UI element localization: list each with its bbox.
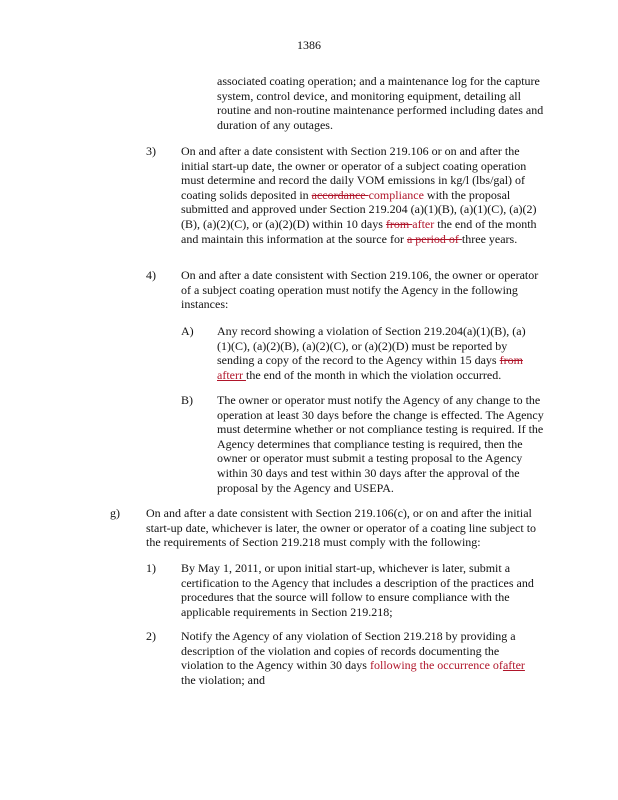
item-4a-label: A) — [181, 324, 194, 338]
inserted-text: after — [502, 658, 525, 673]
inserted-text: following the occurrence of — [369, 658, 503, 673]
deleted-text: accordance — [311, 187, 369, 202]
g-item-1-text: By May 1, 2011, or upon initial start-up, whichever is later, submit a certification to the Agency that includes a description of the practices and procedures that the source will follow to ensure compliance with the applicable requirements in Section 219.218; — [181, 561, 534, 619]
item-4b-label: B) — [181, 393, 193, 407]
g-item-1-label: 1) — [146, 561, 156, 575]
section-g-text: On and after a date consistent with Section 219.106(c), or on and after the initial start-up date, whichever is later, the owner or operator of a coating line subject to the requirements of Section 219.218 must comply with the following: — [146, 506, 537, 550]
inserted-text: compliance — [368, 187, 424, 202]
item-4-label: 4) — [146, 268, 156, 282]
deleted-text: a period of — [406, 231, 462, 246]
deleted-text: from — [385, 216, 413, 231]
item-4a-text: Any record showing a violation of Section 219.204(a)(1)(B), (a)(1)(C), (a)(2)(B), (a)(2)(C), or (a)(2)(D) must be reported by sending a copy of the record to the Agency within 15 days from afterr the end of the month in which the violation occurred. — [217, 324, 526, 382]
section-g-label: g) — [110, 506, 120, 520]
inserted-text: afterr — [217, 367, 246, 382]
continuation-paragraph: associated coating operation; and a maintenance log for the capture system, control device, and monitoring equipment, detailing all routine and non-routine maintenance performed including dates and duration of any outages. — [217, 74, 544, 132]
item-3-label: 3) — [146, 144, 156, 158]
inserted-text: after — [412, 216, 435, 231]
item-4b-text: The owner or operator must notify the Agency of any change to the operation at least 30 days before the change is effected. The Agency must determine whether or not compliance testing is required. If the Agency determines that compliance testing is required, then the owner or operator must submit a testing proposal to the Agency within 30 days and test within 30 days after the approval of the proposal by the Agency and USEPA. — [217, 393, 544, 495]
page-number: 1386 — [297, 38, 321, 52]
item-4-text: On and after a date consistent with Section 219.106, the owner or operator of a subject coating operation must notify the Agency in the following instances: — [181, 268, 539, 312]
deleted-text: from — [499, 353, 523, 368]
g-item-2-label: 2) — [146, 629, 156, 643]
item-3-text: On and after a date consistent with Section 219.106 or on and after the initial start-up date, the owner or operator of a subject coating operation must determine and record the daily VOM emissions in kg/l (lbs/gal) of coating solids deposited in accordance compliance with the proposal submitted and approved under Section 219.204 (a)(1)(B), (a)(1)(C), (a)(2)(B), (a)(2)(C), or (a)(2)(D) within 10 days from after the end of the month and maintain this information at the source for a period of three years. — [181, 144, 537, 246]
g-item-2-text: Notify the Agency of any violation of Section 219.218 by providing a description of the violation and copies of records documenting the violation to the Agency within 30 days following the occurrence ofafter the violation; and — [181, 629, 525, 687]
